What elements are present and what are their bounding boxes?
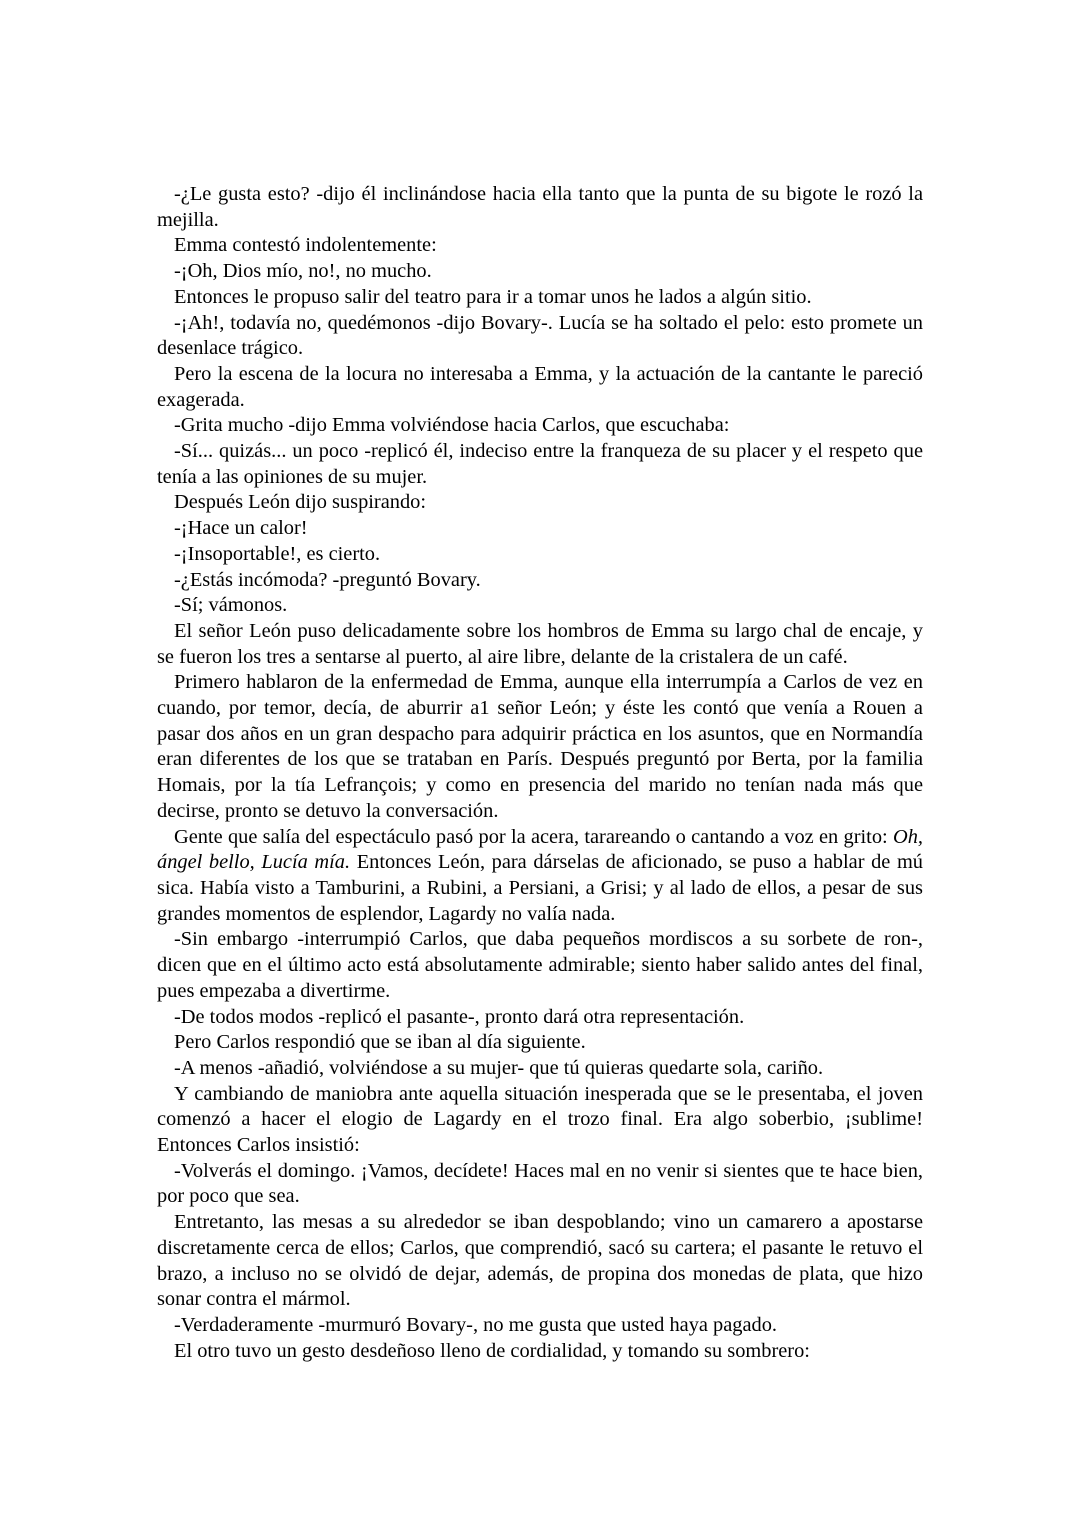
paragraph: -Sí... quizás... un poco -replicó él, indeciso entre la franqueza de su placer y el respeto que tenía a las opiniones de su mujer. bbox=[157, 440, 923, 488]
body-text-column bbox=[157, 182, 923, 1364]
paragraph: -Sí; vámonos. bbox=[174, 594, 288, 617]
paragraph: Y cambiando de maniobra ante aquella situación inesperada que se le presentaba, el joven comenzó a hacer el elogio de Lagardy en el trozo final. Era algo soberbio, ¡sublime! Entonces Carlos insistió: bbox=[157, 1082, 923, 1157]
italic-song-title: Oh, ángel bello, Lucía mía. bbox=[157, 825, 923, 874]
paragraph: Pero Carlos respondió que se iban al día siguiente. bbox=[174, 1031, 586, 1054]
paragraph: El señor León puso delicadamente sobre los hombros de Emma su largo chal de encaje, y se fueron los tres a sentarse al puerto, al aire libre, delante de la cristalera de un café. bbox=[157, 619, 923, 668]
paragraph: -¿Le gusta esto? -dijo él inclinándose hacia ella tanto que la punta de su bigote le rozó la mejilla. bbox=[157, 183, 923, 231]
paragraph: El otro tuvo un gesto desdeñoso lleno de cordialidad, y tomando su sombrero: bbox=[174, 1339, 810, 1362]
paragraph: Entretanto, las mesas a su alrededor se iban despoblando; vino un camarero a apostarse discretamente cerca de ellos; Carlos, que comprendió, sacó su cartera; el pasante le retuvo el brazo, a incluso no se olvidó de dejar, además, de propina dos monedas de plata, que hizo sonar contra el mármol. bbox=[157, 1211, 923, 1311]
paragraph: -Sin embargo -interrumpió Carlos, que daba pequeños mordiscos a su sorbete de ron-, dicen que en el último acto está absolutamente admirable; siento haber salido antes del final, pues empezaba a divertirme. bbox=[157, 928, 923, 1002]
paragraph: -De todos modos -replicó el pasante-, pronto dará otra representación. bbox=[174, 1005, 745, 1028]
paragraph: -¡Hace un calor! bbox=[174, 517, 308, 540]
paragraph: -Volverás el domingo. ¡Vamos, decídete! Haces mal en no venir si sientes que te hace bien, por poco que sea. bbox=[157, 1159, 923, 1208]
paragraph: -Verdaderamente -murmuró Bovary-, no me gusta que usted haya pagado. bbox=[174, 1313, 778, 1336]
paragraph: -A menos -añadió, volviéndose a su mujer- que tú quieras quedarte sola, cariño. bbox=[174, 1056, 824, 1079]
paragraph: -¿Estás incómoda? -preguntó Bovary. bbox=[174, 568, 481, 591]
paragraph: -¡Ah!, todavía no, quedémonos -dijo Bovary-. Lucía se ha soltado el pelo: esto promete un desenlace trágico. bbox=[157, 311, 923, 360]
paragraph: Entonces le propuso salir del teatro para ir a tomar unos he lados a algún sitio. bbox=[174, 285, 812, 308]
paragraph: -¡Insoportable!, es cierto. bbox=[174, 542, 381, 565]
paragraph: -Grita mucho -dijo Emma volviéndose hacia Carlos, que escuchaba: bbox=[174, 414, 730, 437]
paragraph: Después León dijo suspirando: bbox=[174, 491, 427, 514]
paragraph: Primero hablaron de la enfermedad de Emma, aunque ella interrumpía a Carlos de vez en cuando, por temor, decía, de aburrir a1 señor León; y éste les contó que venía a Rouen a pasar dos años en un gran despacho para adquirir práctica en los asuntos, que en Normandía eran diferentes de los que se trataban en París. Después preguntó por Berta, por la familia Homais, por la tía Lefrançois; y como en presencia del marido no tenían nada más que decirse, pronto se detuvo la conversación. bbox=[157, 671, 923, 822]
paragraph: -¡Oh, Dios mío, no!, no mucho. bbox=[174, 260, 432, 283]
paragraph: Emma contestó indolentemente: bbox=[174, 234, 437, 257]
paragraph: Pero la escena de la locura no interesaba a Emma, y la actuación de la cantante le pareció exagerada. bbox=[157, 362, 923, 411]
paragraph: Gente que salía del espectáculo pasó por la acera, tarareando o cantando a voz en grito: Oh, ángel bello, Lucía mía. Entonces León, para dárselas de aficionado, se puso a hablar de mú sica. Había visto a Tamburini, a Rubini, a Persiani, a Grisi; y al lado de ellos, a pesar de sus grandes momentos de esplendor, Lagardy no valía nada. bbox=[157, 825, 924, 925]
